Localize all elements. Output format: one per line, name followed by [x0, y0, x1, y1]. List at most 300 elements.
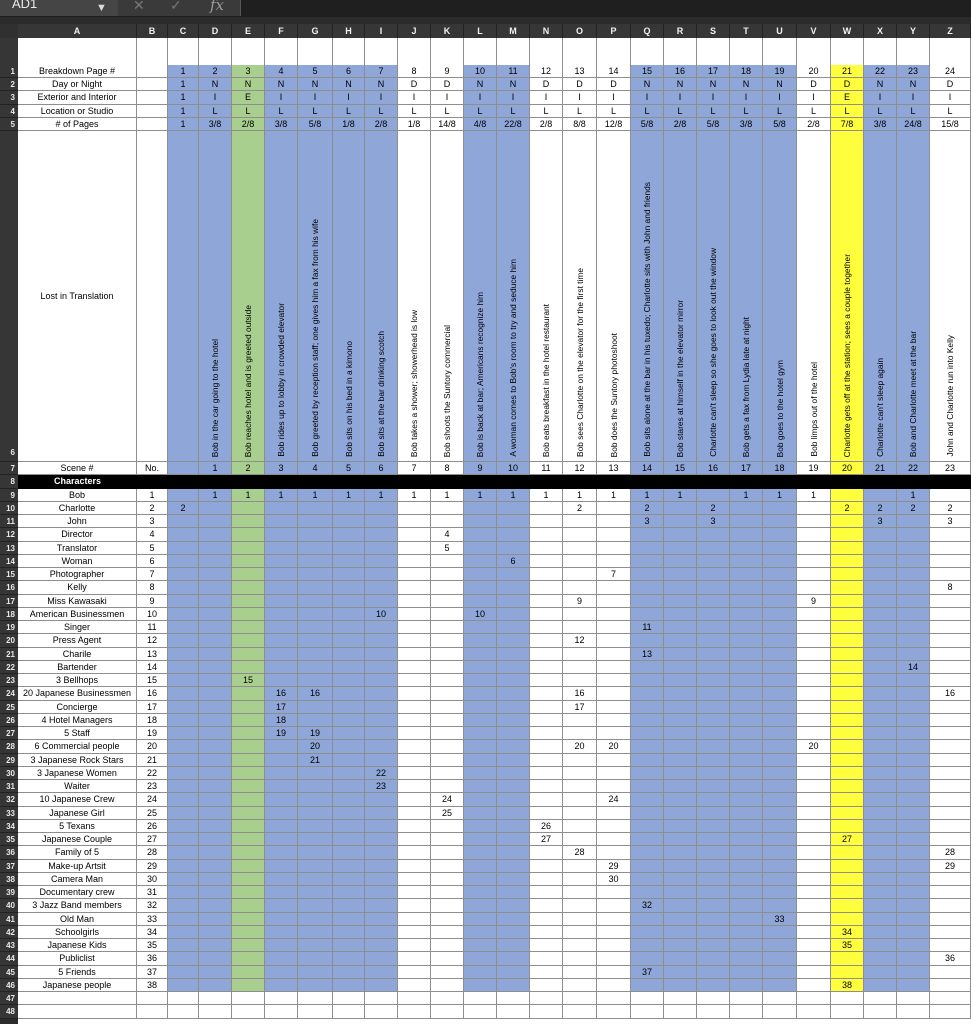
character-cell-i[interactable]: [365, 581, 398, 594]
character-cell-x[interactable]: 2: [864, 502, 897, 515]
character-cell-f[interactable]: [265, 568, 298, 581]
column-header-a[interactable]: A: [18, 24, 137, 38]
character-name[interactable]: American Businessmen: [18, 608, 137, 621]
header-cell-q1[interactable]: 15: [631, 65, 664, 78]
character-cell-x[interactable]: [864, 608, 897, 621]
character-cell-r[interactable]: [664, 634, 697, 647]
character-cell-r[interactable]: [664, 528, 697, 541]
row-header-1[interactable]: 1: [0, 65, 18, 78]
character-cell-d[interactable]: [199, 939, 232, 952]
character-number[interactable]: 21: [137, 754, 168, 767]
character-cell-o[interactable]: [563, 979, 597, 992]
character-cell-z[interactable]: [930, 926, 971, 939]
empty-cell[interactable]: [431, 1005, 464, 1018]
character-cell-f[interactable]: [265, 648, 298, 661]
character-cell-r[interactable]: [664, 846, 697, 859]
scene-description-s[interactable]: [697, 131, 730, 462]
character-cell-s[interactable]: [697, 568, 730, 581]
character-cell-d[interactable]: [199, 833, 232, 846]
character-cell-x[interactable]: [864, 595, 897, 608]
header-cell-p5[interactable]: 12/8: [597, 118, 631, 131]
character-cell-y[interactable]: [897, 740, 930, 753]
character-cell-z[interactable]: [930, 661, 971, 674]
character-cell-w[interactable]: 38: [831, 979, 864, 992]
character-cell-r[interactable]: [664, 515, 697, 528]
character-cell-r[interactable]: [664, 555, 697, 568]
character-cell-x[interactable]: [864, 634, 897, 647]
column-header-x[interactable]: X: [864, 24, 897, 38]
character-name[interactable]: 10 Japanese Crew: [18, 793, 137, 806]
empty-cell[interactable]: [930, 992, 971, 1005]
character-cell-h[interactable]: [333, 952, 365, 965]
character-cell-w[interactable]: [831, 489, 864, 502]
character-cell-q[interactable]: [631, 555, 664, 568]
character-cell-m[interactable]: [497, 860, 530, 873]
row-header-20[interactable]: 20: [0, 634, 18, 647]
character-cell-w[interactable]: [831, 873, 864, 886]
empty-cell[interactable]: [232, 1005, 265, 1018]
empty-cell[interactable]: [763, 1005, 797, 1018]
header-cell-z1[interactable]: 24: [930, 65, 971, 78]
character-cell-g[interactable]: 21: [298, 754, 333, 767]
header-cell-i1[interactable]: 7: [365, 65, 398, 78]
character-cell-t[interactable]: [730, 886, 763, 899]
character-cell-h[interactable]: [333, 913, 365, 926]
character-cell-r[interactable]: [664, 568, 697, 581]
character-cell-q[interactable]: [631, 873, 664, 886]
character-cell-g[interactable]: [298, 634, 333, 647]
character-cell-g[interactable]: [298, 674, 333, 687]
character-cell-n[interactable]: [530, 979, 563, 992]
header-cell-s1[interactable]: 17: [697, 65, 730, 78]
character-cell-f[interactable]: [265, 661, 298, 674]
character-cell-y[interactable]: [897, 833, 930, 846]
empty-cell[interactable]: [464, 992, 497, 1005]
character-cell-o[interactable]: [563, 807, 597, 820]
character-cell-k[interactable]: [431, 926, 464, 939]
character-cell-u[interactable]: [763, 754, 797, 767]
enter-icon[interactable]: ✓: [170, 0, 182, 13]
character-cell-l[interactable]: 1: [464, 489, 497, 502]
character-cell-m[interactable]: [497, 568, 530, 581]
character-cell-n[interactable]: [530, 515, 563, 528]
character-cell-e[interactable]: [232, 542, 265, 555]
scene-description-r[interactable]: [664, 131, 697, 462]
header-cell-q3[interactable]: I: [631, 91, 664, 104]
character-cell-o[interactable]: 12: [563, 634, 597, 647]
character-number[interactable]: 27: [137, 833, 168, 846]
character-cell-c[interactable]: [168, 913, 199, 926]
character-cell-r[interactable]: [664, 873, 697, 886]
character-cell-d[interactable]: [199, 913, 232, 926]
character-cell-c[interactable]: [168, 621, 199, 634]
character-number[interactable]: 26: [137, 820, 168, 833]
row-header-19[interactable]: 19: [0, 621, 18, 634]
column-header-t[interactable]: T: [730, 24, 763, 38]
character-cell-n[interactable]: [530, 687, 563, 700]
character-number[interactable]: 3: [137, 515, 168, 528]
character-cell-q[interactable]: 2: [631, 502, 664, 515]
character-cell-j[interactable]: [398, 581, 431, 594]
character-cell-c[interactable]: [168, 714, 199, 727]
character-cell-w[interactable]: [831, 542, 864, 555]
character-cell-g[interactable]: [298, 793, 333, 806]
header-cell-n4[interactable]: L: [530, 105, 563, 118]
header-cell-m3[interactable]: I: [497, 91, 530, 104]
character-cell-h[interactable]: [333, 833, 365, 846]
character-cell-z[interactable]: [930, 608, 971, 621]
character-cell-g[interactable]: [298, 833, 333, 846]
empty-cell[interactable]: [930, 1005, 971, 1018]
character-cell-j[interactable]: [398, 767, 431, 780]
character-cell-x[interactable]: [864, 701, 897, 714]
character-number[interactable]: 12: [137, 634, 168, 647]
row-header-28[interactable]: 28: [0, 740, 18, 753]
character-cell-t[interactable]: [730, 846, 763, 859]
character-cell-t[interactable]: [730, 793, 763, 806]
empty-cell[interactable]: [597, 992, 631, 1005]
header-cell-x3[interactable]: I: [864, 91, 897, 104]
character-cell-s[interactable]: [697, 701, 730, 714]
empty-cell[interactable]: [530, 1005, 563, 1018]
character-cell-q[interactable]: 11: [631, 621, 664, 634]
character-cell-p[interactable]: [597, 966, 631, 979]
character-cell-d[interactable]: [199, 807, 232, 820]
character-cell-f[interactable]: 19: [265, 727, 298, 740]
header-cell-r2[interactable]: N: [664, 78, 697, 91]
character-cell-p[interactable]: [597, 714, 631, 727]
character-cell-d[interactable]: [199, 886, 232, 899]
character-name[interactable]: Japanese people: [18, 979, 137, 992]
scene-description-i[interactable]: [365, 131, 398, 462]
character-number[interactable]: 29: [137, 860, 168, 873]
header-cell-w4[interactable]: L: [831, 105, 864, 118]
character-cell-o[interactable]: [563, 515, 597, 528]
character-cell-u[interactable]: [763, 780, 797, 793]
character-cell-o[interactable]: [563, 581, 597, 594]
header-cell-j4[interactable]: L: [398, 105, 431, 118]
column-header-p[interactable]: P: [597, 24, 631, 38]
character-cell-z[interactable]: [930, 886, 971, 899]
character-cell-v[interactable]: [797, 860, 831, 873]
character-cell-j[interactable]: [398, 952, 431, 965]
character-cell-p[interactable]: [597, 939, 631, 952]
character-cell-y[interactable]: [897, 581, 930, 594]
scene-number-k[interactable]: 8: [431, 462, 464, 475]
character-cell-k[interactable]: [431, 581, 464, 594]
empty-cell[interactable]: [232, 992, 265, 1005]
character-cell-o[interactable]: [563, 793, 597, 806]
character-number[interactable]: 1: [137, 489, 168, 502]
character-cell-c[interactable]: [168, 528, 199, 541]
character-cell-y[interactable]: [897, 621, 930, 634]
character-cell-c[interactable]: [168, 979, 199, 992]
character-cell-g[interactable]: [298, 502, 333, 515]
character-cell-r[interactable]: [664, 886, 697, 899]
row-header-45[interactable]: 45: [0, 966, 18, 979]
character-cell-u[interactable]: [763, 860, 797, 873]
character-cell-k[interactable]: [431, 820, 464, 833]
character-cell-y[interactable]: [897, 966, 930, 979]
character-cell-u[interactable]: [763, 608, 797, 621]
character-cell-t[interactable]: [730, 542, 763, 555]
row-header-44[interactable]: 44: [0, 952, 18, 965]
row-header-47[interactable]: 47: [0, 992, 18, 1005]
character-cell-p[interactable]: 24: [597, 793, 631, 806]
character-cell-w[interactable]: [831, 820, 864, 833]
character-cell-w[interactable]: [831, 780, 864, 793]
header-cell-k2[interactable]: D: [431, 78, 464, 91]
character-cell-h[interactable]: [333, 714, 365, 727]
character-cell-u[interactable]: [763, 568, 797, 581]
character-number[interactable]: 31: [137, 886, 168, 899]
character-cell-l[interactable]: [464, 555, 497, 568]
character-cell-o[interactable]: 28: [563, 846, 597, 859]
character-number[interactable]: 9: [137, 595, 168, 608]
character-cell-c[interactable]: 2: [168, 502, 199, 515]
character-cell-g[interactable]: [298, 555, 333, 568]
character-name[interactable]: 5 Texans: [18, 820, 137, 833]
character-cell-w[interactable]: [831, 913, 864, 926]
character-cell-k[interactable]: [431, 634, 464, 647]
character-cell-e[interactable]: [232, 648, 265, 661]
row-header-6[interactable]: 6: [0, 131, 18, 462]
character-cell-u[interactable]: [763, 926, 797, 939]
character-cell-t[interactable]: [730, 661, 763, 674]
character-cell-e[interactable]: [232, 833, 265, 846]
character-cell-y[interactable]: [897, 674, 930, 687]
character-cell-h[interactable]: [333, 939, 365, 952]
cancel-icon[interactable]: ✕: [133, 0, 145, 13]
character-cell-z[interactable]: [930, 793, 971, 806]
character-cell-u[interactable]: [763, 555, 797, 568]
character-cell-h[interactable]: [333, 780, 365, 793]
character-cell-i[interactable]: [365, 727, 398, 740]
character-cell-d[interactable]: [199, 528, 232, 541]
scene-description-x[interactable]: [864, 131, 897, 462]
character-cell-y[interactable]: 14: [897, 661, 930, 674]
character-cell-f[interactable]: [265, 780, 298, 793]
character-cell-e[interactable]: [232, 754, 265, 767]
character-cell-h[interactable]: [333, 966, 365, 979]
character-cell-e[interactable]: [232, 860, 265, 873]
character-cell-u[interactable]: [763, 687, 797, 700]
character-cell-m[interactable]: [497, 528, 530, 541]
character-cell-r[interactable]: [664, 767, 697, 780]
character-cell-c[interactable]: [168, 608, 199, 621]
character-cell-s[interactable]: [697, 807, 730, 820]
character-cell-i[interactable]: [365, 807, 398, 820]
character-cell-y[interactable]: [897, 820, 930, 833]
row-header-41[interactable]: 41: [0, 913, 18, 926]
empty-cell[interactable]: [298, 1005, 333, 1018]
character-cell-n[interactable]: [530, 648, 563, 661]
empty-cell[interactable]: [137, 1005, 168, 1018]
column-header-d[interactable]: D: [199, 24, 232, 38]
character-cell-r[interactable]: [664, 860, 697, 873]
character-cell-r[interactable]: [664, 701, 697, 714]
character-cell-v[interactable]: [797, 608, 831, 621]
row-header-8[interactable]: 8: [0, 475, 18, 488]
character-cell-w[interactable]: [831, 767, 864, 780]
character-cell-k[interactable]: [431, 767, 464, 780]
header-cell-r4[interactable]: L: [664, 105, 697, 118]
character-cell-m[interactable]: [497, 714, 530, 727]
character-cell-w[interactable]: 2: [831, 502, 864, 515]
character-cell-i[interactable]: [365, 555, 398, 568]
scene-description-v[interactable]: [797, 131, 831, 462]
character-cell-p[interactable]: [597, 502, 631, 515]
character-cell-n[interactable]: [530, 595, 563, 608]
character-cell-m[interactable]: [497, 873, 530, 886]
character-cell-y[interactable]: [897, 846, 930, 859]
header-cell-p4[interactable]: L: [597, 105, 631, 118]
header-cell-q5[interactable]: 5/8: [631, 118, 664, 131]
character-cell-r[interactable]: [664, 913, 697, 926]
character-cell-v[interactable]: [797, 820, 831, 833]
character-cell-y[interactable]: [897, 780, 930, 793]
character-cell-m[interactable]: [497, 595, 530, 608]
header-cell-z2[interactable]: D: [930, 78, 971, 91]
character-cell-q[interactable]: [631, 595, 664, 608]
character-cell-f[interactable]: [265, 621, 298, 634]
character-cell-c[interactable]: [168, 542, 199, 555]
character-cell-l[interactable]: [464, 754, 497, 767]
character-cell-w[interactable]: [831, 860, 864, 873]
character-cell-y[interactable]: [897, 648, 930, 661]
empty-cell[interactable]: [864, 992, 897, 1005]
character-name[interactable]: 3 Bellhops: [18, 674, 137, 687]
character-cell-e[interactable]: [232, 740, 265, 753]
character-cell-i[interactable]: [365, 860, 398, 873]
character-cell-h[interactable]: [333, 846, 365, 859]
empty-cell[interactable]: [697, 1005, 730, 1018]
function-icon[interactable]: fx: [210, 0, 225, 14]
character-cell-p[interactable]: [597, 886, 631, 899]
character-number[interactable]: 35: [137, 939, 168, 952]
header-cell-b2[interactable]: [137, 78, 168, 91]
row-header-4[interactable]: 4: [0, 105, 18, 118]
character-cell-v[interactable]: [797, 939, 831, 952]
character-name[interactable]: 6 Commercial people: [18, 740, 137, 753]
scene-number-q[interactable]: 14: [631, 462, 664, 475]
character-cell-o[interactable]: [563, 899, 597, 912]
character-cell-u[interactable]: [763, 502, 797, 515]
character-cell-j[interactable]: [398, 740, 431, 753]
character-cell-j[interactable]: [398, 979, 431, 992]
character-cell-w[interactable]: [831, 886, 864, 899]
character-cell-d[interactable]: 1: [199, 489, 232, 502]
character-cell-l[interactable]: [464, 687, 497, 700]
row-header-2[interactable]: 2: [0, 78, 18, 91]
character-cell-g[interactable]: [298, 528, 333, 541]
character-cell-o[interactable]: [563, 608, 597, 621]
character-cell-k[interactable]: [431, 701, 464, 714]
character-cell-r[interactable]: [664, 648, 697, 661]
character-cell-r[interactable]: 1: [664, 489, 697, 502]
character-cell-t[interactable]: [730, 767, 763, 780]
character-cell-s[interactable]: [697, 542, 730, 555]
character-number[interactable]: 28: [137, 846, 168, 859]
character-cell-z[interactable]: [930, 714, 971, 727]
column-header-s[interactable]: S: [697, 24, 730, 38]
character-cell-h[interactable]: [333, 873, 365, 886]
character-cell-l[interactable]: [464, 528, 497, 541]
character-cell-s[interactable]: [697, 727, 730, 740]
character-cell-k[interactable]: [431, 648, 464, 661]
character-cell-k[interactable]: [431, 873, 464, 886]
character-cell-d[interactable]: [199, 966, 232, 979]
character-cell-n[interactable]: [530, 528, 563, 541]
character-cell-d[interactable]: [199, 701, 232, 714]
character-cell-v[interactable]: [797, 952, 831, 965]
scene-description-q[interactable]: [631, 131, 664, 462]
character-cell-l[interactable]: [464, 515, 497, 528]
character-cell-s[interactable]: [697, 966, 730, 979]
header-cell-e3[interactable]: E: [232, 91, 265, 104]
character-cell-q[interactable]: [631, 608, 664, 621]
character-cell-n[interactable]: [530, 634, 563, 647]
character-cell-s[interactable]: [697, 793, 730, 806]
character-cell-j[interactable]: [398, 820, 431, 833]
character-cell-r[interactable]: [664, 926, 697, 939]
header-cell-v3[interactable]: I: [797, 91, 831, 104]
character-cell-n[interactable]: [530, 952, 563, 965]
character-cell-t[interactable]: [730, 727, 763, 740]
character-cell-m[interactable]: [497, 701, 530, 714]
character-number[interactable]: 37: [137, 966, 168, 979]
scene-description-m[interactable]: [497, 131, 530, 462]
character-cell-t[interactable]: [730, 966, 763, 979]
character-cell-v[interactable]: [797, 701, 831, 714]
character-cell-i[interactable]: [365, 740, 398, 753]
character-cell-x[interactable]: [864, 833, 897, 846]
character-cell-k[interactable]: [431, 661, 464, 674]
character-cell-q[interactable]: [631, 860, 664, 873]
character-cell-h[interactable]: [333, 807, 365, 820]
character-cell-o[interactable]: 20: [563, 740, 597, 753]
column-header-y[interactable]: Y: [897, 24, 930, 38]
character-cell-m[interactable]: [497, 515, 530, 528]
character-cell-c[interactable]: [168, 581, 199, 594]
character-cell-s[interactable]: [697, 621, 730, 634]
character-cell-u[interactable]: [763, 515, 797, 528]
header-cell-l2[interactable]: N: [464, 78, 497, 91]
character-cell-v[interactable]: [797, 648, 831, 661]
character-cell-g[interactable]: 16: [298, 687, 333, 700]
character-cell-s[interactable]: [697, 767, 730, 780]
character-cell-k[interactable]: [431, 687, 464, 700]
character-cell-u[interactable]: [763, 899, 797, 912]
header-cell-s4[interactable]: L: [697, 105, 730, 118]
character-cell-n[interactable]: [530, 502, 563, 515]
character-cell-y[interactable]: [897, 979, 930, 992]
character-cell-k[interactable]: [431, 727, 464, 740]
character-cell-x[interactable]: [864, 542, 897, 555]
character-cell-z[interactable]: [930, 648, 971, 661]
character-number[interactable]: 13: [137, 648, 168, 661]
character-cell-t[interactable]: [730, 568, 763, 581]
character-cell-i[interactable]: [365, 939, 398, 952]
character-cell-x[interactable]: [864, 568, 897, 581]
character-cell-x[interactable]: [864, 555, 897, 568]
character-cell-q[interactable]: [631, 727, 664, 740]
empty-cell[interactable]: [631, 992, 664, 1005]
header-cell-c2[interactable]: 1: [168, 78, 199, 91]
character-cell-p[interactable]: 20: [597, 740, 631, 753]
character-cell-x[interactable]: [864, 899, 897, 912]
header-cell-k3[interactable]: I: [431, 91, 464, 104]
